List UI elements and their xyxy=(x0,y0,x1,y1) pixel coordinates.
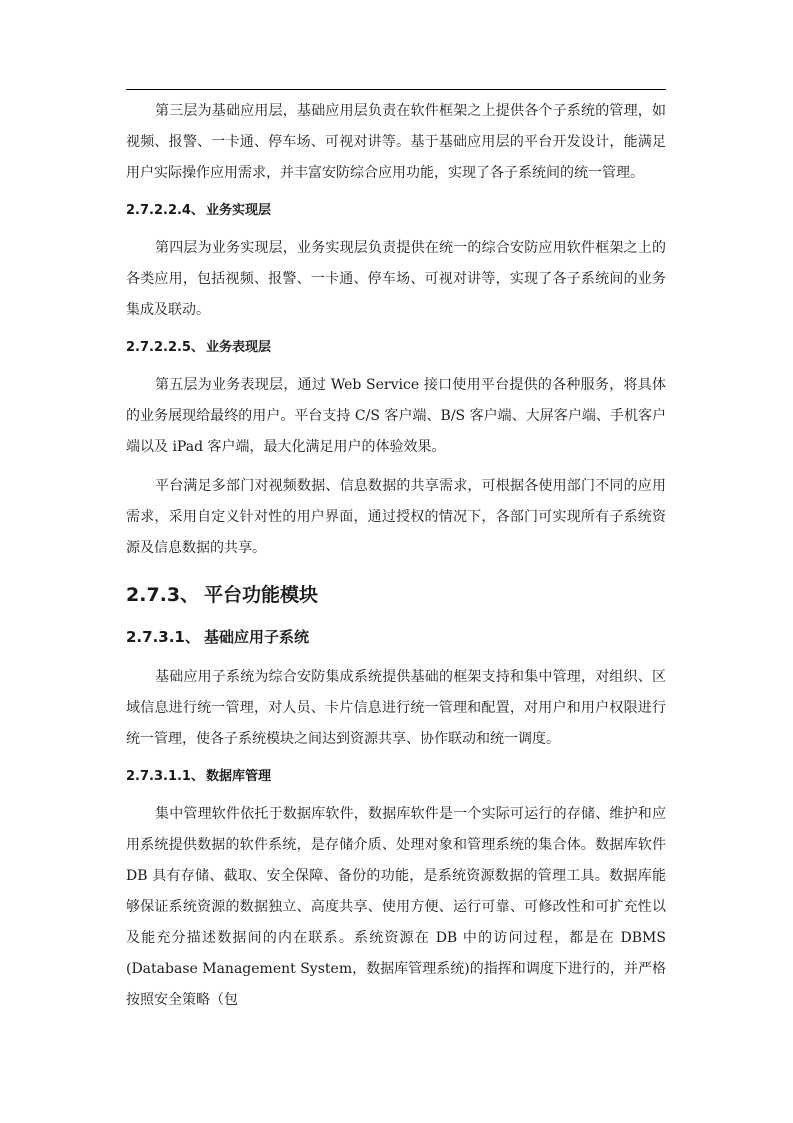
heading-title: 业务实现层 xyxy=(206,203,272,218)
heading-number: 2.7.3.1.1、 xyxy=(126,769,204,784)
paragraph-basic-application-subsystem: 基础应用子系统为综合安防集成系统提供基础的框架支持和集中管理，对组织、区域信息进行统一管理，对人员、卡片信息进行统一管理和配置，对用户和用户权限进行统一管理，使各子系统模块之间达到资源共享、协作联动和统一调度。 xyxy=(126,669,666,747)
paragraph-application-layer: 第三层为基础应用层，基础应用层负责在软件框架之上提供各个子系统的管理，如视频、报警、一卡通、停车场、可视对讲等。基于基础应用层的平台开发设计，能满足用户实际操作应用需求，并丰富安防综合应用功能，实现了各子系统间的统一管理。 xyxy=(126,103,666,181)
heading-2-7-3 xyxy=(126,582,666,608)
heading-title: 数据库管理 xyxy=(206,769,272,784)
heading-title: 基础应用子系统 xyxy=(204,628,310,646)
heading-2-7-3-1-1 xyxy=(126,767,666,787)
heading-title: 业务表现层 xyxy=(206,340,272,355)
document-body xyxy=(126,96,666,1016)
heading-number: 2.7.3、 xyxy=(126,584,200,606)
paragraph-business-presentation-layer: 第五层为业务表现层，通过 Web Service 接口使用平台提供的各种服务，将具体的业务展现给最终的用户。平台支持 C/S 客户端、B/S 客户端、大屏客户端、手机客户端以及 iPad 客户端，最大化满足用户的体验效果。 xyxy=(126,377,666,455)
paragraph-business-implementation-layer: 第四层为业务实现层，业务实现层负责提供在统一的综合安防应用软件框架之上的各类应用，包括视频、报警、一卡通、停车场、可视对讲等，实现了各子系统间的业务集成及联动。 xyxy=(126,240,666,318)
heading-number: 2.7.2.2.5、 xyxy=(126,340,204,355)
header-rule xyxy=(126,89,666,90)
heading-title: 平台功能模块 xyxy=(204,584,319,606)
heading-2-7-2-2-4 xyxy=(126,201,666,221)
paragraph-data-sharing: 平台满足多部门对视频数据、信息数据的共享需求，可根据各使用部门不同的应用需求，采用自定义针对性的用户界面，通过授权的情况下，各部门可实现所有子系统资源及信息数据的共享。 xyxy=(126,478,666,556)
heading-2-7-2-2-5 xyxy=(126,338,666,358)
heading-number: 2.7.2.2.4、 xyxy=(126,203,204,218)
heading-number: 2.7.3.1、 xyxy=(126,628,200,646)
heading-2-7-3-1 xyxy=(126,626,666,648)
paragraph-database-management: 集中管理软件依托于数据库软件，数据库软件是一个实际可运行的存储、维护和应用系统提供数据的软件系统，是存储介质、处理对象和管理系统的集合体。数据库软件 DB 具有存储、截取、安全保障、备份的功能，是系统资源数据的管理工具。数据库能够保证系统资源的数据独立、高度共享、使用方便、运行可靠、可修改性和可扩充性以及能充分描述数据间的内在联系。系统资源在 DB 中的访问过程，都是在 DBMS (Database Management System，数据库管理系统)的指挥和调度下进行的，并严格按照安全策略（包 xyxy=(126,806,666,1008)
